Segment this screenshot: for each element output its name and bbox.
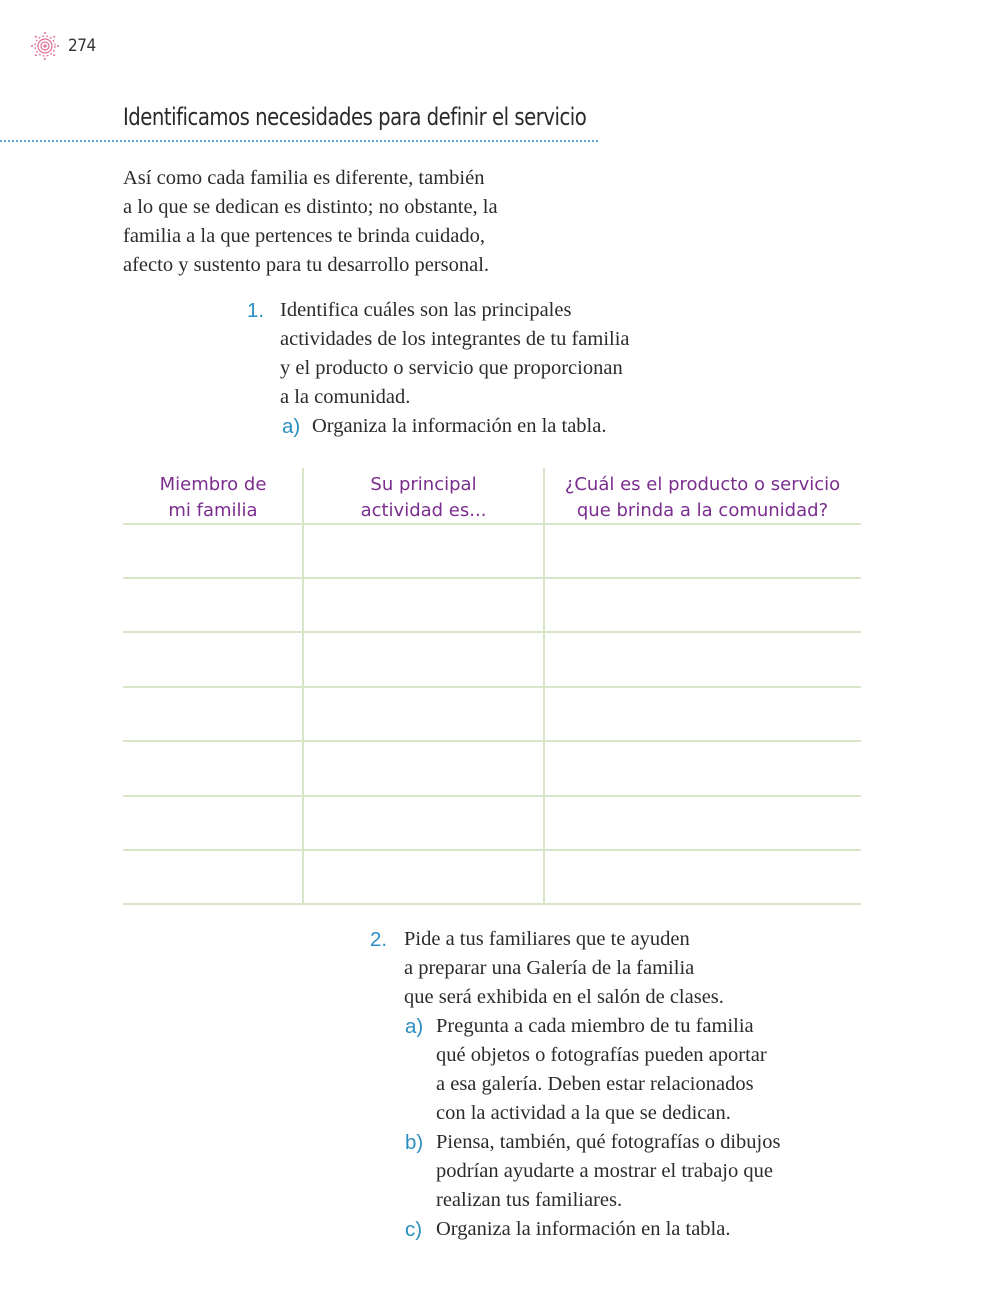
- sub-line: Pregunta a cada miembro de tu familia: [436, 1015, 754, 1037]
- intro-line: afecto y sustento para tu desarrollo personal.: [123, 254, 490, 276]
- step-2: [370, 925, 781, 1244]
- row-divider: [123, 740, 861, 742]
- sub-line: Piensa, también, qué fotografías o dibujos: [436, 1131, 781, 1153]
- step-1-line: Identifica cuáles son las principales: [280, 299, 572, 321]
- step-2-line: a preparar una Galería de la familia: [404, 957, 695, 979]
- step-1-line: actividades de los integrantes de tu familia: [280, 328, 630, 350]
- table-header: [123, 468, 861, 524]
- sub-line: Organiza la información en la tabla.: [436, 1218, 731, 1240]
- row-divider: [123, 577, 861, 579]
- sub-line: podrían ayudarte a mostrar el trabajo que: [436, 1160, 773, 1182]
- step-2-line: Pide a tus familiares que te ayuden: [404, 928, 690, 950]
- sub-letter: a): [405, 1015, 424, 1038]
- step-1-line: a la comunidad.: [280, 386, 411, 408]
- title-dotted-rule: [0, 140, 598, 142]
- sub-line: con la actividad a la que se dedican.: [436, 1102, 731, 1124]
- sub-letter: a): [282, 415, 301, 438]
- sub-line: a esa galería. Deben estar relacionados: [436, 1073, 754, 1095]
- row-divider: [123, 795, 861, 797]
- intro-paragraph: [123, 164, 613, 280]
- step-2-sub-c: [404, 1215, 780, 1244]
- intro-line: Así como cada familia es diferente, también: [123, 167, 485, 189]
- row-divider: [123, 631, 861, 633]
- sub-line: realizan tus familiares.: [436, 1189, 623, 1211]
- header-member: Miembro de mi familia: [159, 474, 267, 521]
- step-2-number: 2.: [370, 928, 388, 951]
- row-divider: [123, 849, 861, 851]
- page-number: 274: [68, 36, 96, 56]
- table-cell-empty: [123, 525, 302, 577]
- sun-rosette-icon: [30, 31, 60, 61]
- sub-letter: b): [405, 1131, 424, 1154]
- header-product-service: ¿Cuál es el producto o servicio que brinda a la comunidad?: [564, 474, 841, 521]
- row-divider: [123, 903, 861, 905]
- section-title: Identificamos necesidades para definir el servicio: [123, 103, 587, 131]
- step-2-line: que será exhibida en el salón de clases.: [404, 986, 724, 1008]
- step-1-line: y el producto o servicio que proporcionan: [280, 357, 623, 379]
- step-1: [247, 296, 630, 441]
- step-2-sub-a: [404, 1012, 780, 1128]
- row-divider: [123, 686, 861, 688]
- sub-letter: c): [405, 1218, 423, 1241]
- sub-line: qué objetos o fotografías pueden aportar: [436, 1044, 767, 1066]
- step-2-sub-b: [404, 1128, 780, 1215]
- step-1-number: 1.: [247, 299, 265, 322]
- intro-line: a lo que se dedican es distinto; no obstante, la: [123, 196, 498, 218]
- family-activity-table: [123, 468, 861, 524]
- sub-text: Organiza la información en la tabla.: [312, 415, 607, 437]
- page-number-badge: [30, 30, 96, 62]
- header-activity: Su principal actividad es...: [360, 474, 487, 521]
- step-1-sub-a: [280, 412, 630, 441]
- intro-line: familia a la que pertences te brinda cuidado,: [123, 225, 486, 247]
